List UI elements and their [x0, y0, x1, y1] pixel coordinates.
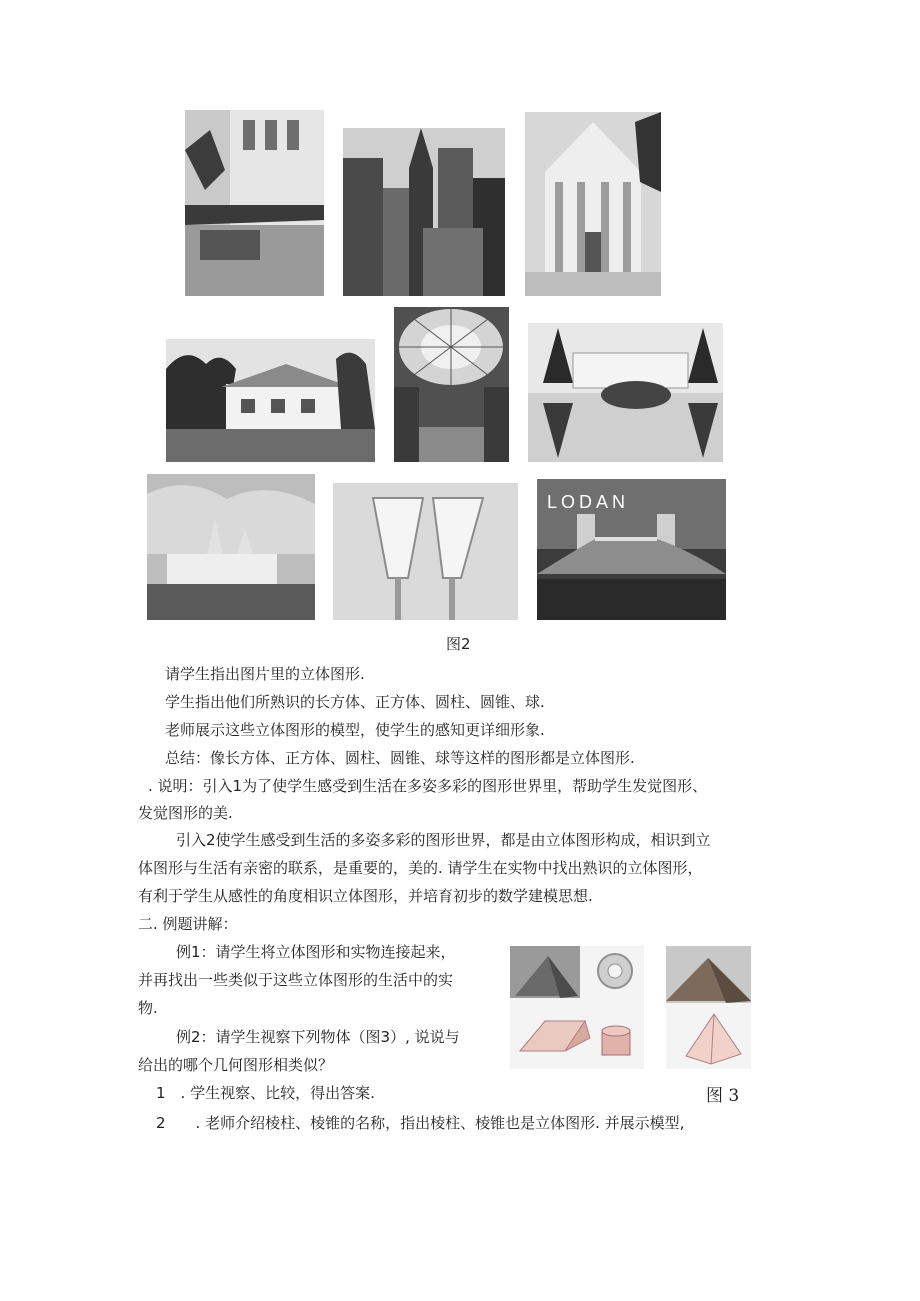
paragraph-line: 给出的哪个几何图形相类似？	[138, 1056, 334, 1074]
paragraph-line: 1 . 学生视察、比较，得出答案.	[156, 1084, 375, 1102]
paragraph-line: . 说明：引入1为了使学生感受到生活在多姿多彩的图形世界里，帮助学生发觉图形、	[148, 777, 708, 795]
paragraph-line: 并再找出一些类似于这些立体图形的生活中的实	[138, 971, 454, 989]
paragraph-line: 有利于学生从感性的角度相识立体图形，并培育初步的数学建模思想.	[138, 887, 593, 905]
palace-reflection-photo	[528, 323, 723, 462]
paragraph-line: 例2：请学生视察下列物体（图3）, 说说与	[176, 1028, 460, 1046]
baroque-cathedral-photo	[525, 112, 661, 296]
skyscrapers-photo	[343, 128, 505, 296]
paragraph-line: 物.	[138, 999, 158, 1017]
villa-palm-trees-photo	[166, 339, 375, 462]
paragraph-line: 老师展示这些立体图形的模型，使学生的感知更详细形象.	[165, 721, 545, 739]
paragraph-line: 例1：请学生将立体图形和实物连接起来，	[176, 943, 456, 961]
castle-on-water-photo	[147, 474, 315, 620]
paragraph-line: 体图形与生活有亲密的联系，是重要的，美的. 请学生在实物中找出熟识的立体图形，	[138, 859, 703, 877]
paragraph-line: 2 . 老师介绍棱柱、棱锥的名称，指出棱柱、棱锥也是立体图形. 并展示模型,	[156, 1114, 685, 1132]
paragraph-line: 引入2使学生感受到生活的多姿多彩的图形世界，都是由立体图形构成，相识到立	[176, 831, 711, 849]
tower-bridge-photo	[537, 479, 726, 620]
section-heading: 二. 例题讲解：	[138, 915, 238, 933]
paragraph-line: 发觉图形的美.	[138, 804, 233, 822]
champagne-glasses-photo	[333, 483, 518, 620]
figure-2-caption: 图2	[446, 635, 471, 653]
pyramids-photo	[666, 946, 751, 1069]
paragraph-line: 学生指出他们所熟识的长方体、正方体、圆柱、圆锥、球.	[165, 693, 545, 711]
pyramid-nut-solids-photo	[510, 946, 644, 1069]
glass-dome-gallery-photo	[394, 307, 509, 462]
paragraph-line: 请学生指出图片里的立体图形.	[165, 665, 365, 683]
resort-building-photo	[185, 110, 324, 296]
figure-3-label: 图 3	[706, 1086, 740, 1106]
lodan-overlay-text: LODAN	[547, 492, 630, 512]
paragraph-line: 总结：像长方体、正方体、圆柱、圆锥、球等这样的图形都是立体图形.	[165, 749, 635, 767]
